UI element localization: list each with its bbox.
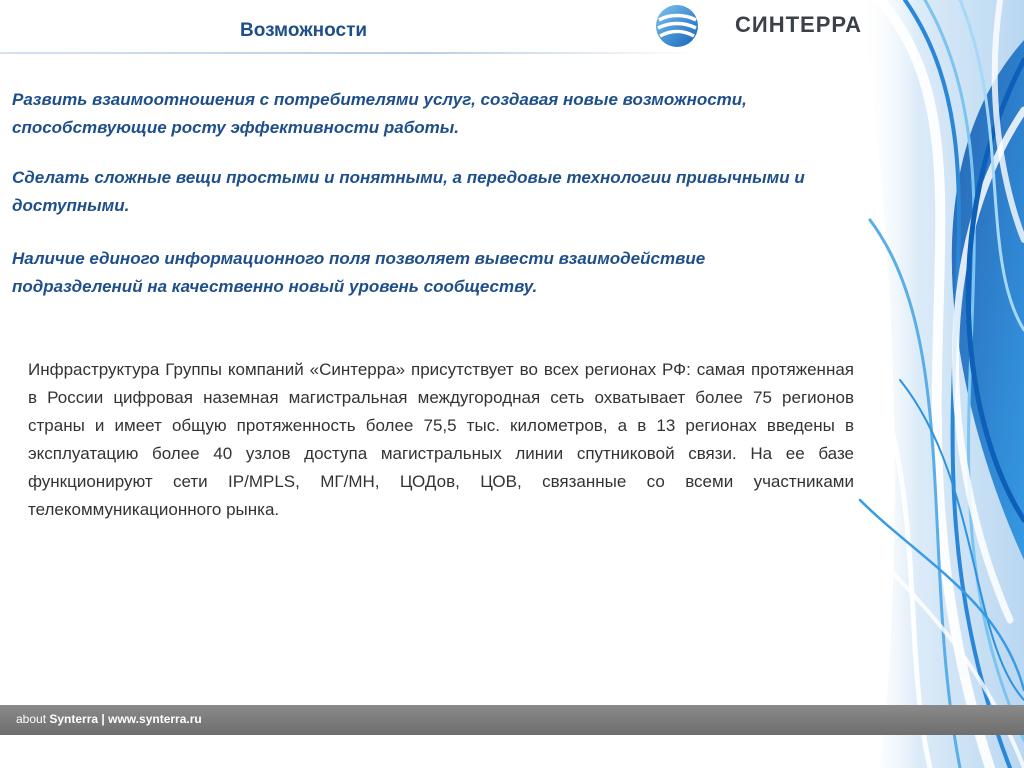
footer-text	[16, 712, 202, 726]
infrastructure-paragraph: Инфраструктура Группы компаний «Синтерра» присутствует во всех регионах РФ: самая протяженная в России цифровая наземная магистральная междугородная сеть охватывает более 75 регионов страны и имеет общую протяженность более 75,5 тыс. километров, а в 13 регионах введены в эксплуатацию более 40 узлов доступа магистральных линии спутниковой связи. На ее базе функционируют сети IP/MPLS, МГ/МН, ЦОДов, ЦОВ, связанные со всеми участниками телекоммуникационного рынка.	[28, 360, 854, 519]
footer-separator: |	[101, 712, 105, 726]
title-divider	[0, 52, 700, 54]
statement-1: Развить взаимоотношения с потребителями услуг, создавая новые возможности, способствующие росту эффективности работы.	[12, 90, 747, 137]
logo-wordmark: СИНТЕРРА	[735, 12, 863, 37]
footer-brand: Synterra	[49, 712, 99, 726]
footer-bar	[0, 705, 1024, 735]
footer-about: about	[16, 712, 47, 726]
page-title: Возможности	[240, 20, 368, 41]
statement-3: Наличие единого информационного поля позволяет вывести взаимодействие подразделений на качественно новый уровень сообществу.	[12, 249, 706, 296]
statement-2: Сделать сложные вещи простыми и понятными, а передовые технологии привычными и доступными.	[12, 168, 805, 215]
footer-url[interactable]: www.synterra.ru	[108, 712, 202, 726]
synterra-logo-icon	[654, 3, 700, 49]
